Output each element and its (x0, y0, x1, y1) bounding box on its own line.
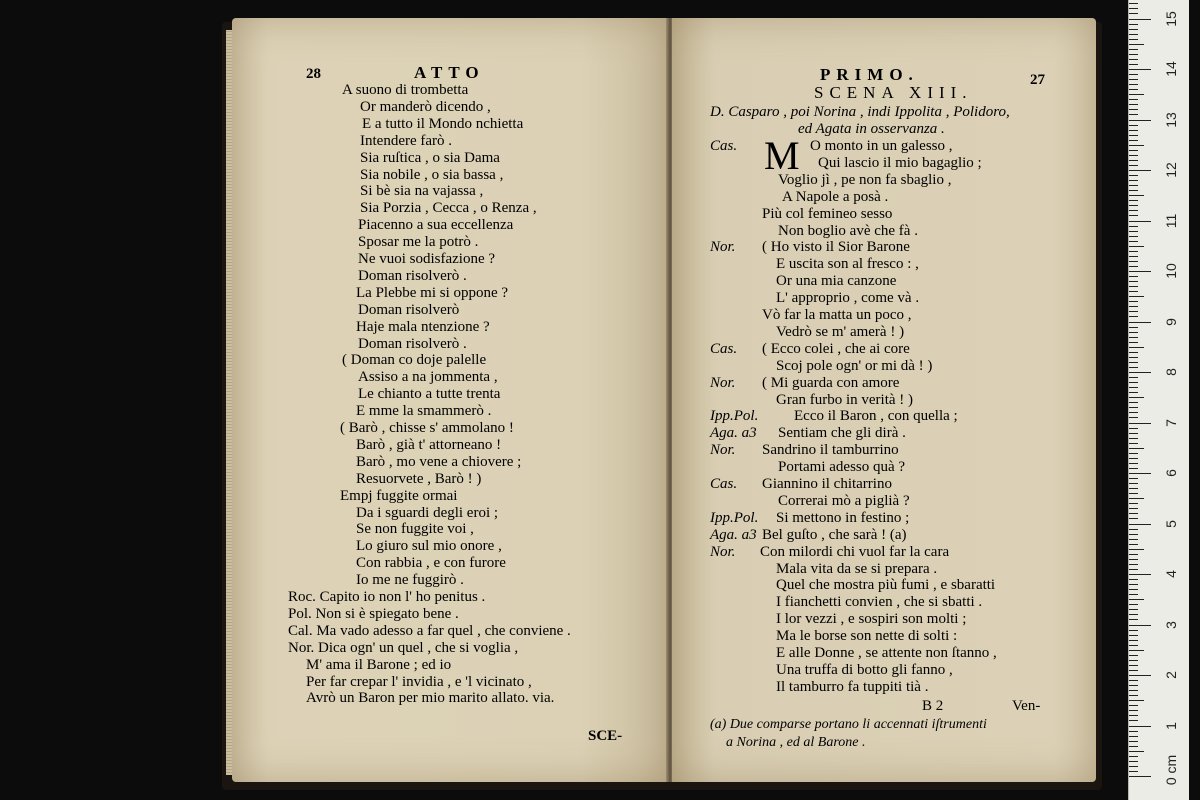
ruler-tick (1129, 215, 1138, 216)
ruler-tick (1129, 241, 1138, 242)
right-text-line: Quel che mostra più fumi , e sbaratti (776, 577, 996, 594)
ruler-tick (1129, 165, 1138, 166)
ruler-tick (1129, 665, 1138, 666)
right-text-line: Portami adesso quà ? (778, 459, 906, 476)
ruler-label: 13 (1163, 111, 1179, 128)
ruler-tick (1129, 766, 1138, 767)
ruler-tick (1129, 685, 1138, 686)
right-catchword: Ven- (1012, 698, 1041, 714)
ruler-tick (1129, 190, 1138, 191)
ruler-tick (1129, 438, 1138, 439)
ruler-label: 3 (1163, 620, 1179, 629)
ruler-tick (1129, 160, 1138, 161)
right-text-line: Non boglio avè che fà . (778, 222, 918, 239)
ruler-tick (1129, 589, 1138, 590)
ruler-tick (1129, 776, 1151, 777)
right-text-line: Bel guſto , che sarà ! (a) (762, 526, 907, 543)
left-text-line: Sposar me la potrò . (358, 234, 479, 251)
ruler-tick (1129, 503, 1138, 504)
ruler-tick (1129, 513, 1138, 514)
ruler-tick (1129, 291, 1138, 292)
ruler-tick (1129, 473, 1151, 474)
ruler-tick (1129, 261, 1138, 262)
ruler-tick (1129, 397, 1144, 398)
left-text-line: Doman risolverò (358, 301, 460, 318)
right-text-line: A Napole a posà . (782, 188, 889, 205)
ruler-tick (1129, 79, 1138, 80)
right-text-line: Con milordi chi vuol far la cara (760, 543, 950, 560)
right-text-line: Si mettono in festino ; (776, 509, 910, 526)
ruler-tick (1129, 357, 1138, 358)
left-text-line: Barò , già t' attorneano ! (356, 436, 502, 453)
ruler-tick (1129, 44, 1144, 45)
ruler-tick (1129, 524, 1151, 525)
ruler-tick (1129, 493, 1138, 494)
left-text-line: Or manderò dicendo , (360, 98, 491, 115)
ruler-tick (1129, 94, 1144, 95)
ruler-tick (1129, 185, 1138, 186)
ruler-tick (1129, 140, 1138, 141)
ruler-tick (1129, 362, 1138, 363)
ruler-tick (1129, 529, 1138, 530)
ruler-tick (1129, 49, 1138, 50)
ruler-label: 9 (1163, 317, 1179, 326)
ruler-tick (1129, 715, 1138, 716)
left-text-line: ( Doman co doje palelle (342, 352, 487, 369)
ruler-tick (1129, 175, 1138, 176)
ruler-tick (1129, 109, 1138, 110)
ruler-tick (1129, 200, 1138, 201)
ruler-tick (1129, 534, 1138, 535)
right-text-line: E alle Donne , se attente non ſtanno , (776, 645, 997, 661)
ruler-tick (1129, 74, 1138, 75)
right-text-line: Sentiam che gli dirà . (778, 425, 906, 442)
ruler-tick (1129, 710, 1138, 711)
ruler-tick (1129, 564, 1138, 565)
speaker-label: Ipp.Pol. (710, 509, 759, 526)
ruler-tick (1129, 705, 1138, 706)
ruler-tick (1129, 700, 1144, 701)
ruler-tick (1129, 675, 1151, 676)
ruler-tick (1129, 256, 1138, 257)
ruler-tick (1129, 155, 1138, 156)
ruler-tick (1129, 130, 1138, 131)
ruler-tick (1129, 630, 1138, 631)
ruler-tick (1129, 751, 1144, 752)
left-text-line: Intendere farò . (360, 132, 453, 149)
ruler-tick (1129, 559, 1138, 560)
ruler-tick (1129, 604, 1138, 605)
right-text-line: Voglio jì , pe non fa sbaglio , (778, 171, 952, 188)
left-text-line: Si bè sia na vajassa , (360, 183, 484, 200)
ruler-tick (1129, 306, 1138, 307)
ruler-tick (1129, 498, 1144, 499)
right-page-number: 27 (1030, 72, 1045, 88)
ruler-tick (1129, 549, 1144, 550)
ruler-tick (1129, 412, 1138, 413)
ruler-tick (1129, 579, 1138, 580)
ruler-tick (1129, 720, 1138, 721)
right-text-line: Gran furbo in verità ! ) (776, 391, 914, 408)
ruler-tick (1129, 635, 1138, 636)
speaker-label: Cas. (710, 476, 738, 492)
ruler-tick (1129, 377, 1138, 378)
ruler-tick (1129, 453, 1138, 454)
ruler-tick (1129, 690, 1138, 691)
ruler-tick (1129, 382, 1138, 383)
ruler-tick (1129, 367, 1138, 368)
right-text-line: Or una mia canzone (776, 273, 897, 290)
ruler-tick (1129, 574, 1151, 575)
right-text-line: I lor vezzi , e sospiri son molti ; (776, 611, 967, 628)
ruler-label: 14 (1163, 61, 1179, 77)
left-text-line: Resuorvete , Barò ! ) (356, 470, 482, 487)
ruler-tick (1129, 114, 1138, 115)
left-text-line: Da i sguardi degli eroi ; (356, 504, 499, 521)
left-text-line: A suono di trombetta (342, 82, 469, 98)
ruler-tick (1129, 478, 1138, 479)
ruler-tick (1129, 746, 1138, 747)
right-text-line: Vedrò se m' amerà ! ) (776, 323, 905, 340)
right-text-line: E uscita son al fresco : , (776, 256, 919, 273)
left-page-header: ATTO (414, 63, 485, 82)
right-text-line: L' approprio , come và . (776, 290, 920, 307)
ruler-tick (1129, 655, 1138, 656)
ruler-tick (1129, 670, 1138, 671)
left-text-line: Avrò un Baron per mio marito allato. via. (306, 690, 555, 707)
ruler-tick (1129, 423, 1151, 424)
footnote-line-1: (a) Due comparse portano li accennati iſtrumenti (710, 717, 987, 732)
measurement-ruler (1128, 0, 1189, 800)
ruler-tick (1129, 266, 1138, 267)
ruler-tick (1129, 150, 1138, 151)
stage-direction-line-1: D. Casparo , poi Norina , indi Ippolita , Polidoro, (710, 104, 1010, 120)
ruler-tick (1129, 539, 1138, 540)
ruler-label: 7 (1163, 418, 1179, 427)
left-text-line: Per far crepar l' invidia , e 'l vicinato , (306, 673, 532, 690)
left-text-line: Ne vuoi sodisfazione ? (358, 251, 496, 267)
ruler-tick (1129, 135, 1138, 136)
left-text-line: Sia Porzia , Cecca , o Renza , (360, 200, 537, 217)
ruler-tick (1129, 286, 1138, 287)
right-text-line: Vò far la matta un poco , (762, 307, 912, 323)
ruler-label: 4 (1163, 570, 1179, 578)
ruler-tick (1129, 736, 1138, 737)
ruler-tick (1129, 468, 1138, 469)
left-text-line: Doman risolverò . (358, 335, 467, 352)
ruler-tick (1129, 463, 1138, 464)
ruler-tick (1129, 645, 1138, 646)
left-text-line: E mme la smammerò . (356, 403, 492, 420)
left-text-line: Sia nobile , o sia bassa , (360, 166, 504, 183)
left-text-line: Empj fuggite ormai (340, 487, 458, 504)
ruler-tick (1129, 544, 1138, 545)
ruler-tick (1129, 29, 1138, 30)
right-text-line: Ma le borse son nette di solti : (776, 628, 958, 645)
ruler-tick (1129, 342, 1138, 343)
ruler-tick (1129, 226, 1138, 227)
ruler-tick (1129, 594, 1138, 595)
ruler-tick (1129, 443, 1138, 444)
left-page-number: 28 (306, 66, 321, 82)
right-page-header: PRIMO. (820, 65, 919, 84)
ruler-tick (1129, 554, 1138, 555)
ruler-tick (1129, 518, 1138, 519)
left-catchword: SCE- (588, 728, 623, 744)
ruler-tick (1129, 771, 1138, 772)
ruler-tick (1129, 8, 1138, 9)
ruler-tick (1129, 276, 1138, 277)
ruler-tick (1129, 64, 1138, 65)
ruler-tick (1129, 625, 1151, 626)
left-text-line: La Plebbe mi si oppone ? (356, 284, 509, 301)
right-text-line: Mala vita da se si prepara . (776, 560, 938, 577)
left-text-line: Roc. Capito io non l' ho penitus . (288, 589, 486, 605)
ruler-label: 0 cm (1163, 754, 1179, 786)
ruler-tick (1129, 271, 1151, 272)
ruler-tick (1129, 59, 1138, 60)
ruler-tick (1129, 170, 1151, 171)
right-text-line: ( Mi guarda con amore (762, 374, 900, 391)
ruler-tick (1129, 731, 1138, 732)
left-text-line: Haje mala ntenzione ? (356, 318, 490, 335)
ruler-tick (1129, 251, 1138, 252)
ruler-label: 15 (1163, 10, 1179, 27)
right-text-line: Giannino il chitarrino (762, 476, 892, 492)
ruler-tick (1129, 296, 1144, 297)
ruler-tick (1129, 726, 1151, 727)
ruler-label: 11 (1163, 213, 1179, 228)
right-text-line: ( Ho visto il Sior Barone (762, 239, 910, 256)
ruler-tick (1129, 584, 1138, 585)
ruler-tick (1129, 301, 1138, 302)
ruler-tick (1129, 316, 1138, 317)
ruler-tick (1129, 246, 1144, 247)
speaker-label: Aga. a3 (710, 526, 757, 543)
ruler-label: 12 (1163, 162, 1179, 178)
ruler-tick (1129, 3, 1138, 4)
left-text-line: Le chianto a tutte trenta (358, 386, 501, 403)
ruler-tick (1129, 24, 1138, 25)
right-text-line: Correrai mò a piglià ? (778, 492, 910, 509)
ruler-tick (1129, 599, 1144, 600)
right-text-line: Sandrino il tamburrino (762, 442, 899, 459)
ruler-tick (1129, 650, 1144, 651)
ruler-tick (1129, 54, 1138, 55)
ruler-tick (1129, 195, 1144, 196)
left-text-line: Lo giuro sul mio onore , (356, 538, 502, 555)
signature-mark: B 2 (922, 698, 944, 714)
ruler-label: 6 (1163, 469, 1179, 477)
ruler-tick (1129, 458, 1138, 459)
left-text-line: Piacenno a sua eccellenza (358, 217, 514, 234)
right-text-line: I fianchetti convien , che si sbatti . (776, 594, 983, 611)
ruler-tick (1129, 180, 1138, 181)
ruler-tick (1129, 508, 1138, 509)
ruler-tick (1129, 407, 1138, 408)
left-text-line: Assiso a na jommenta , (358, 369, 498, 386)
ruler-tick (1129, 69, 1151, 70)
ruler-tick (1129, 125, 1138, 126)
left-text-line: Doman risolverò . (358, 267, 467, 284)
left-text-line: Barò , mo vene a chiovere ; (356, 453, 522, 470)
ruler-tick (1129, 99, 1138, 100)
ruler-tick (1129, 210, 1138, 211)
left-text-line: Se non fuggite voi , (356, 521, 474, 538)
right-text-line: Il tamburro fa tuppiti tià . (776, 678, 929, 695)
ruler-tick (1129, 89, 1138, 90)
ruler-tick (1129, 332, 1138, 333)
ruler-tick (1129, 205, 1138, 206)
ruler-tick (1129, 34, 1138, 35)
ruler-label: 2 (1163, 671, 1179, 679)
left-text-line: Cal. Ma vado adesso a far quel , che conviene . (288, 622, 571, 639)
right-text-line: Qui lascio il mio bagaglio ; (818, 154, 982, 171)
ruler-tick (1129, 417, 1138, 418)
ruler-tick (1129, 104, 1138, 105)
ruler-tick (1129, 695, 1138, 696)
left-text-line: Con rabbia , e con furore (356, 555, 506, 572)
ruler-tick (1129, 322, 1151, 323)
scene-heading: SCENA XIII. (814, 83, 973, 102)
speaker-label: Ipp.Pol. (710, 408, 759, 425)
speaker-label: Cas. (710, 340, 738, 357)
ruler-tick (1129, 311, 1138, 312)
ruler-tick (1129, 756, 1138, 757)
ruler-tick (1129, 13, 1138, 14)
ruler-tick (1129, 120, 1151, 121)
left-text-line: Nor. Dica ogn' un quel , che si voglia , (288, 639, 519, 656)
ruler-tick (1129, 347, 1144, 348)
speaker-label: Nor. (710, 374, 736, 391)
left-text-line: E a tutto il Mondo nchietta (362, 115, 524, 132)
ruler-tick (1129, 39, 1138, 40)
left-text-line: Pol. Non si è spiegato bene . (288, 605, 459, 622)
ruler-tick (1129, 231, 1138, 232)
ruler-tick (1129, 680, 1138, 681)
speaker-label: Cas. (710, 138, 738, 154)
ruler-label: 5 (1163, 519, 1179, 528)
right-text-line: O monto in un galesso , (810, 138, 953, 154)
right-text-line: Più col femineo sesso (762, 205, 893, 222)
ruler-tick (1129, 387, 1138, 388)
ruler-tick (1129, 84, 1138, 85)
ruler-tick (1129, 488, 1138, 489)
ruler-tick (1129, 483, 1138, 484)
speaker-label: Nor. (710, 442, 736, 459)
ruler-tick (1129, 433, 1138, 434)
ruler-tick (1129, 392, 1138, 393)
speaker-label: Aga. a3 (710, 425, 757, 442)
ruler-tick (1129, 569, 1138, 570)
ruler-tick (1129, 741, 1138, 742)
ruler-tick (1129, 640, 1138, 641)
ruler-tick (1129, 352, 1138, 353)
drop-cap: M (764, 133, 800, 178)
left-text-line: ( Barò , chisse s' ammolano ! (340, 420, 514, 436)
ruler-tick (1129, 337, 1138, 338)
left-text-line: M' ama il Barone ; ed io (306, 656, 452, 673)
ruler-tick (1129, 281, 1138, 282)
ruler-tick (1129, 236, 1138, 237)
right-text-line: ( Ecco colei , che ai core (762, 340, 910, 357)
ruler-tick (1129, 372, 1151, 373)
left-text-line: Io me ne fuggirò . (356, 572, 464, 589)
right-text-line: Ecco il Baron , con quella ; (794, 408, 958, 425)
ruler-label: 8 (1163, 368, 1179, 376)
ruler-tick (1129, 660, 1138, 661)
ruler-tick (1129, 614, 1138, 615)
ruler-label: 1 (1163, 721, 1179, 730)
speaker-label: Nor. (710, 543, 736, 560)
ruler-tick (1129, 761, 1138, 762)
ruler-tick (1129, 221, 1151, 222)
left-text-line: Sia ruſtica , o sia Dama (360, 149, 500, 166)
ruler-tick (1129, 428, 1138, 429)
footnote-line-2: a Norina , ed al Barone . (726, 735, 866, 750)
ruler-tick (1129, 619, 1138, 620)
ruler-tick (1129, 402, 1138, 403)
ruler-tick (1129, 145, 1144, 146)
right-text-line: Una truffa di botto gli fanno , (776, 661, 953, 678)
speaker-label: Nor. (710, 239, 736, 256)
stage-direction-line-2: ed Agata in osservanza . (798, 121, 945, 137)
ruler-tick (1129, 609, 1138, 610)
ruler-tick (1129, 448, 1144, 449)
ruler-tick (1129, 327, 1138, 328)
right-text-line: Scoj pole ogn' or mi dà ! ) (776, 357, 933, 374)
ruler-label: 10 (1163, 263, 1179, 279)
ruler-tick (1129, 19, 1151, 20)
